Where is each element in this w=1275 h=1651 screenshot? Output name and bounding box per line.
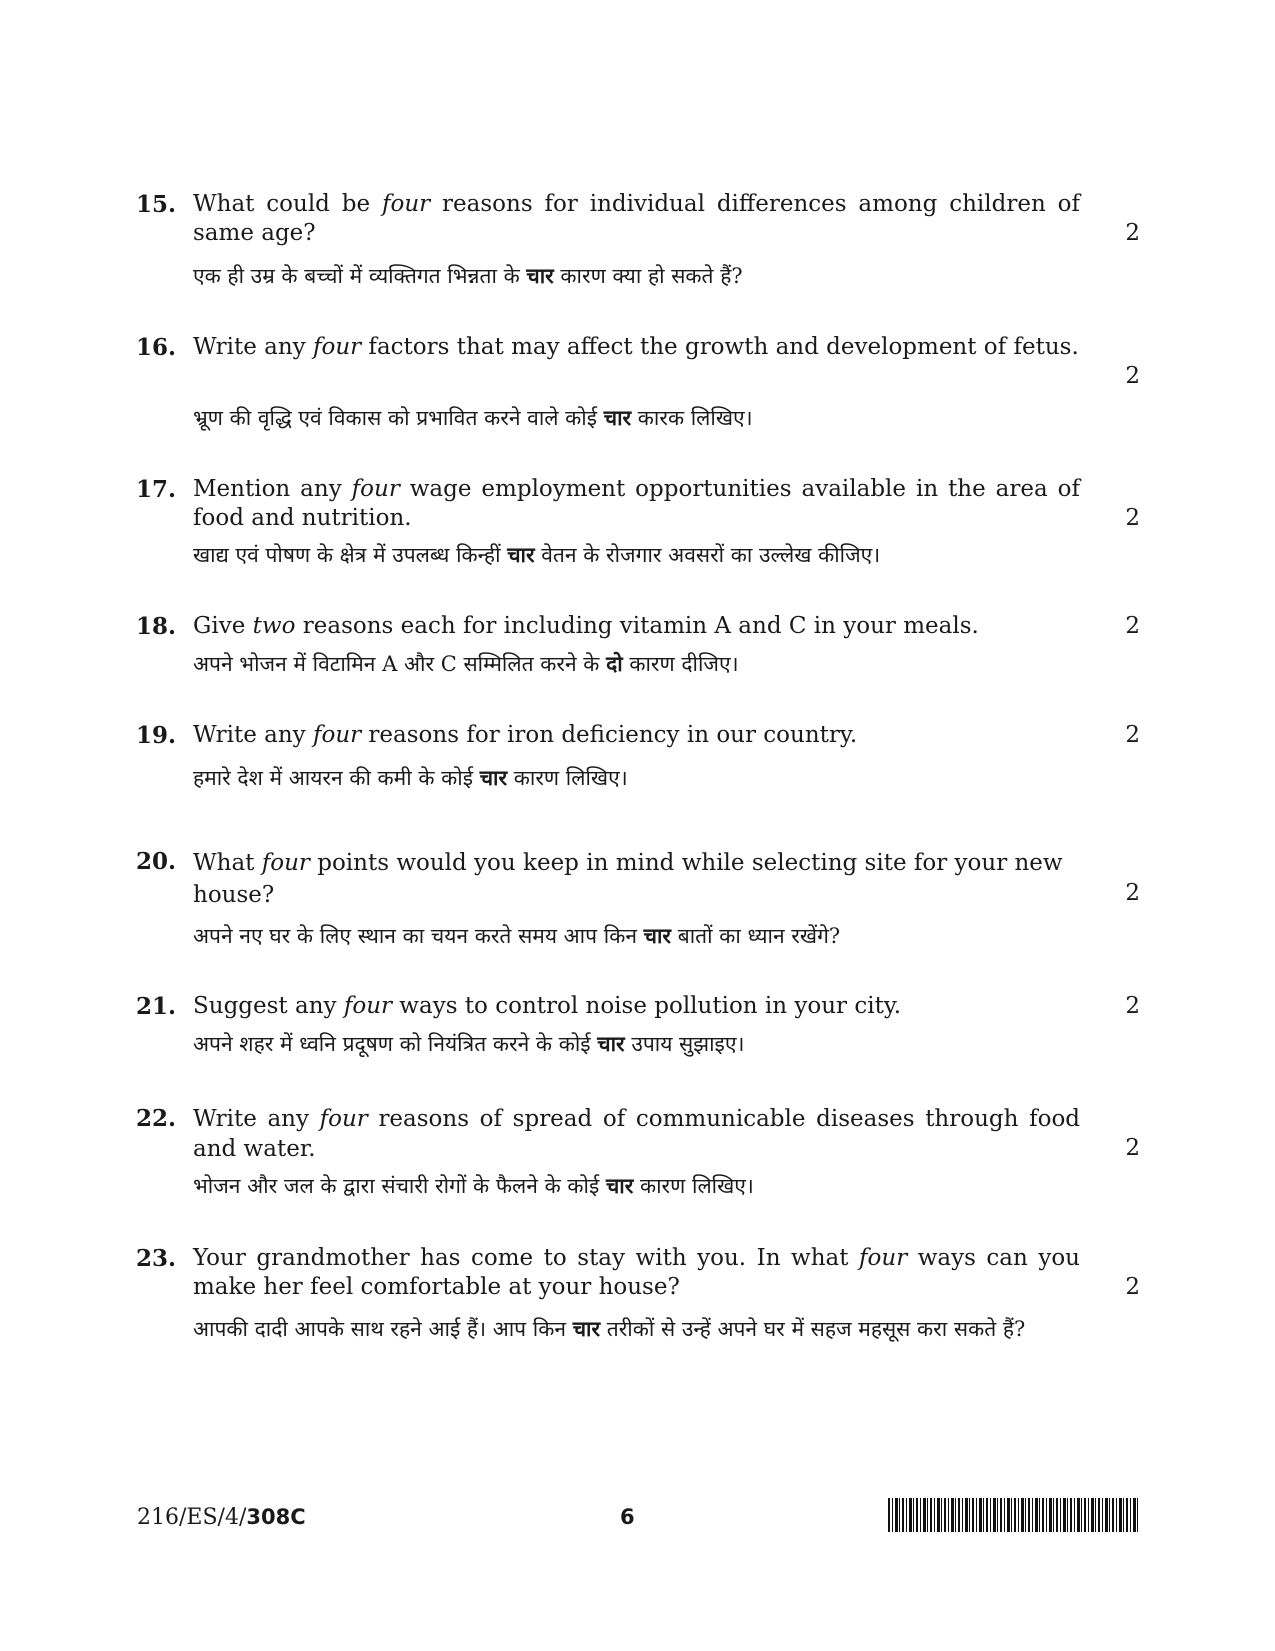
question-text-hindi: एक ही उम्र के बच्चों में व्यक्तिगत भिन्नता के चार कारण क्या हो सकते हैं? <box>193 263 743 288</box>
question-text-english: Write any four reasons for iron deficiency in our country. <box>193 722 858 748</box>
question-text-english: What four points would you keep in mind while selecting site for your new house? <box>193 850 1063 908</box>
question-number: 17. <box>136 476 177 503</box>
question-marks: 2 <box>1125 1274 1140 1300</box>
question-text-hindi: आपकी दादी आपके साथ रहने आई हैं। आप किन चार तरीकों से उन्हें अपने घर में सहज महसूस करा सकते हैं? <box>193 1316 1026 1341</box>
paper-code-bold: 308C <box>246 1505 306 1529</box>
page-number: 6 <box>620 1505 635 1529</box>
question-text-hindi: भोजन और जल के द्वारा संचारी रोगों के फैलने के कोई चार कारण लिखिए। <box>193 1173 754 1198</box>
question-marks: 2 <box>1125 722 1140 748</box>
question-marks: 2 <box>1125 363 1140 389</box>
question-number: 23. <box>136 1245 177 1272</box>
question-text-english: Give two reasons each for including vitamin A and C in your meals. <box>193 613 979 639</box>
question-marks: 2 <box>1125 220 1140 246</box>
question-text-english: Write any four reasons of spread of communicable diseases through food and water. <box>193 1106 1081 1162</box>
question-text-english: Write any four factors that may affect the growth and development of fetus. <box>193 334 1079 360</box>
question-text-hindi: भ्रूण की वृद्धि एवं विकास को प्रभावित करने वाले कोई चार कारक लिखिए। <box>193 405 753 430</box>
question-number: 18. <box>136 613 177 640</box>
question-marks: 2 <box>1125 993 1140 1019</box>
question-text-hindi: अपने नए घर के लिए स्थान का चयन करते समय आप किन चार बातों का ध्यान रखेंगे? <box>193 923 841 948</box>
question-text-hindi: हमारे देश में आयरन की कमी के कोई चार कारण लिखिए। <box>193 765 628 790</box>
paper-code-prefix: 216/ES/4/ <box>137 1505 247 1530</box>
question-text-hindi: खाद्य एवं पोषण के क्षेत्र में उपलब्ध किन्हीं चार वेतन के रोजगार अवसरों का उल्लेख कीजिए। <box>193 542 881 567</box>
question-text-english: Your grandmother has come to stay with you. In what four ways can you make her feel comfortable at your house? <box>193 1245 1080 1300</box>
question-number: 21. <box>136 993 177 1020</box>
question-number: 20. <box>136 848 177 875</box>
paper-code <box>137 1505 306 1530</box>
question-number: 16. <box>136 334 177 361</box>
question-text-hindi: अपने शहर में ध्वनि प्रदूषण को नियंत्रित करने के कोई चार उपाय सुझाइए। <box>193 1031 745 1056</box>
barcode-image <box>888 1498 1138 1532</box>
question-number: 19. <box>136 722 177 749</box>
question-number: 15. <box>136 191 177 218</box>
question-marks: 2 <box>1125 1135 1140 1161</box>
question-text-english: Suggest any four ways to control noise pollution in your city. <box>193 993 902 1019</box>
question-marks: 2 <box>1125 505 1140 531</box>
question-text-hindi: अपने भोजन में विटामिन A और C सम्मिलित करने के दो कारण दीजिए। <box>193 651 739 676</box>
question-text-english: Mention any four wage employment opportunities available in the area of food and nutrition. <box>193 476 1080 531</box>
question-text-english: What could be four reasons for individual differences among children of same age? <box>193 191 1080 246</box>
question-number: 22. <box>136 1105 177 1132</box>
question-marks: 2 <box>1125 613 1140 639</box>
question-marks: 2 <box>1125 880 1140 906</box>
